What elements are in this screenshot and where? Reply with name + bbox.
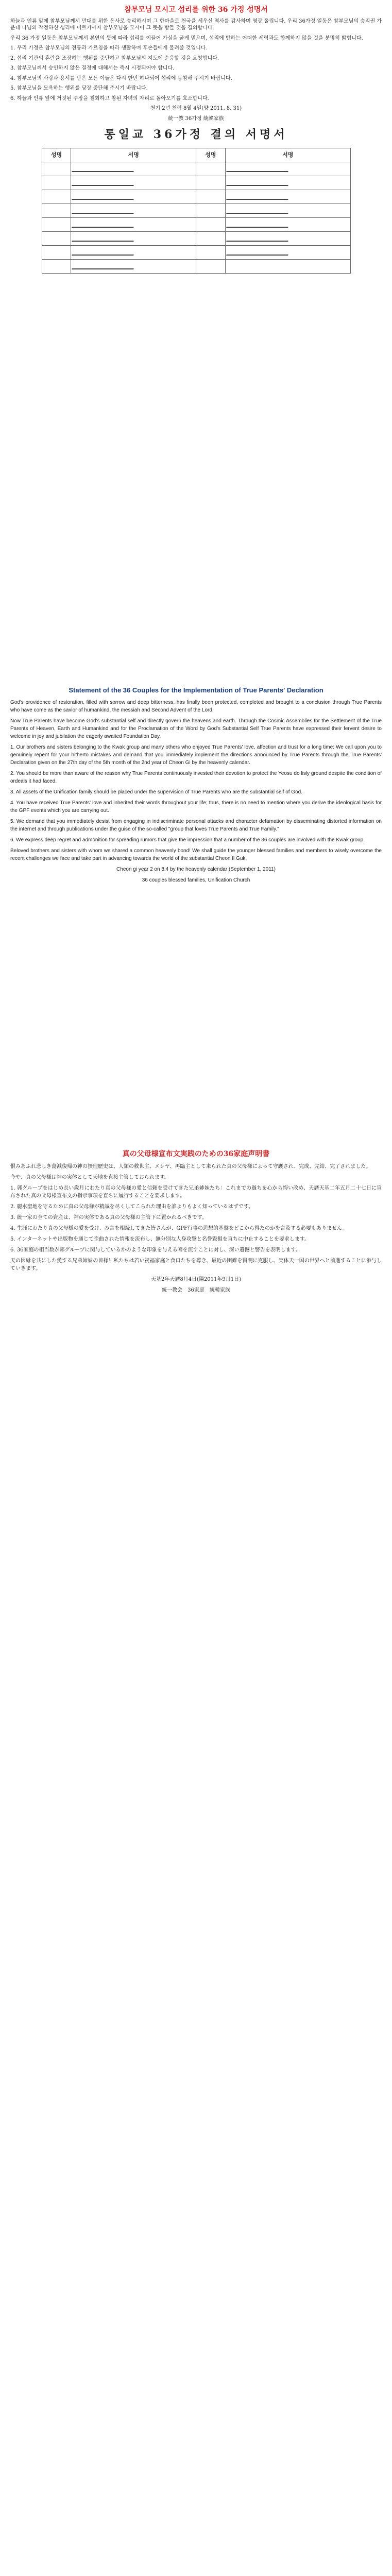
signature-row: [42, 218, 350, 232]
signature-scribble: [226, 164, 291, 172]
korean-title: 참부모님 모시고 섭리를 위한 36 가정 성명서: [124, 6, 268, 14]
english-statement: [10, 680, 382, 887]
signature-scribble: [72, 261, 137, 269]
handwritten-signature: [225, 260, 350, 274]
handwritten-signature: [225, 246, 350, 260]
japanese-statement: [10, 1144, 382, 1297]
english-paragraph: 2. You should be more than aware of the reason why True Parents continuously invested their devotion to protect the Yeosu do lisly ground despite the condition of ordeals it had faced.: [10, 770, 382, 784]
english-paragraph: God's providence of restoration, filled with sorrow and deep bitterness, has finally been protected, completed and brought to a conclusion through True Parents who have come as the savior of humankind, the messiah and Second Advent of the Lord.: [10, 699, 382, 713]
signature-table: [42, 148, 351, 274]
english-paragraph: 1. Our brothers and sisters belonging to the Kwak group and many others who enjoyed True Parents' love, affection and trust for a long time: We call upon you to genuinely repent for your hitherto mistakes and demand that you immediately implement the directions announced by True Parents through the True Parents' Declaration given on the 27th day of the 5th month of the 2nd year of Cheon Gi by the heavenly calendar.: [10, 744, 382, 766]
signature-row: [42, 204, 350, 218]
english-paragraph: 6. We express deep regret and admonition for spreading rumors that give the impression that a number of the 36 couples are involved with the Kwak group.: [10, 837, 365, 843]
handwritten-signature: [225, 190, 350, 204]
signer-name: [42, 162, 71, 176]
english-paragraph: Now True Parents have become God's substantial self and directly govern the heavens and earth. Through the Cosmic Assemblies for the Settlement of the True Parents of Heaven, Earth and Humankind and for the Proclamation of the Word by God's Substantial Self True Parents have expressed their fervent desire to welcome in joy and jubilation the eagerly awaited Foundation Day.: [10, 718, 382, 739]
english-paragraph: 5. We demand that you immediately desist from engaging in indiscriminate personal attacks and character defamation by disseminating distorted information on the internet and through publications under the guise of the so-called "group that loves True Parents and True Family.": [10, 818, 382, 832]
english-paragraph: Beloved brothers and sisters with whom we shared a common heavenly bond! We shall guide the younger blessed families and members to wisely overcome the recent challenges we face and take part in advancing towards the world of the substantial Cheon Il Guk.: [10, 848, 382, 861]
korean-paragraph: 3. 참부모님께서 승인하지 않은 결정에 대해서는 즉시 시정되어야 합니다.: [10, 65, 175, 72]
handwritten-signature: [225, 176, 350, 190]
english-title: Statement of the 36 Couples for the Implementation of True Parents' Declaration: [69, 686, 323, 694]
signature-scribble: [226, 219, 291, 228]
japanese-paragraph: 4. 生涯にわたり真の父母様の愛を受け、み言を相続してきた皆さんが、GPF行事の思想的基盤をどこから得たのかを言及する必要もありません。: [10, 1226, 348, 1231]
signature-scribble: [72, 247, 137, 256]
japanese-date: 天基2年天暦8月4日(陽2011年9月1日): [150, 1277, 242, 1282]
signature-row: [42, 162, 350, 176]
signer-name: [196, 204, 225, 218]
handwritten-signature: [225, 232, 350, 246]
signature-scribble: [226, 233, 291, 242]
handwritten-signature: [225, 204, 350, 218]
signature-scribble: [226, 192, 291, 200]
japanese-paragraph: 1. 郭グループをはじめ長い歳月にわたり真の父母様の愛と信頼を受けてきた兄弟姉妹たち：これまでの過ちを心から悔い改め、天暦天基二年五月二十七日に宣布された真の父母様宣布文の指示事項を直ちに履行することを要求します。: [10, 1185, 382, 1199]
signer-name: [42, 246, 71, 260]
handwritten-signature: [225, 218, 350, 232]
sign-header: 서명: [225, 148, 350, 162]
japanese-paragraph: 恨みあふれ悲しき蕩減復帰の神の摂理歴史は、人類の救世主、メシヤ、再臨主として来られた真の父母様によって守護され、完成、完結、完了されました。: [10, 1164, 371, 1170]
signature-row: [42, 260, 350, 274]
japanese-paragraph: 3. 統一家の全ての資産は、神の実体である真の父母様の主管下に置かれるべきです。: [10, 1215, 207, 1221]
korean-statement: [10, 0, 382, 670]
signer-name: [196, 260, 225, 274]
signer-name: [196, 176, 225, 190]
signer-name: [42, 176, 71, 190]
signature-scribble: [72, 233, 137, 242]
handwritten-signature: [71, 260, 196, 274]
korean-paragraph: 4. 참부모님의 사랑과 용서를 받은 모든 이들은 다시 한번 하나되어 섭리에 동참해 주시기 바랍니다.: [10, 75, 232, 81]
signature-scribble: [72, 178, 137, 186]
english-paragraph: 3. All assets of the Unification family should be placed under the supervision of True Parents who are the substantial self of God.: [10, 789, 302, 795]
japanese-paragraph: 2. 麗水聖地を守るために真の父母様が精誠を尽くしてこられた理由を誰よりもよく知っているはずです。: [10, 1204, 254, 1210]
korean-paragraph: 1. 우리 가정은 참부모님의 전통과 가르침을 따라 생활하며 후손들에게 물려줄 것입니다.: [10, 45, 208, 52]
signature-row: [42, 190, 350, 204]
name-header: 성명: [42, 148, 71, 162]
signature-scribble: [72, 164, 137, 172]
signer-name: [196, 232, 225, 246]
signer-name: [42, 232, 71, 246]
signature-scribble: [72, 219, 137, 228]
sign-header: 서명: [71, 148, 196, 162]
signer-name: [42, 190, 71, 204]
handwritten-signature: [71, 232, 196, 246]
signer-name: [42, 260, 71, 274]
signer-name: [42, 218, 71, 232]
signer-name: [42, 204, 71, 218]
handwritten-signature: [71, 190, 196, 204]
korean-signer: 統一教 36가정 統韓家族: [168, 115, 224, 122]
signature-scribble: [226, 178, 291, 186]
handwritten-signature: [71, 204, 196, 218]
signature-row: [42, 232, 350, 246]
japanese-paragraph: 天の因縁を共にした愛する兄弟姉妹の皆様！私たちは若い祝福家庭と食口たちを導き、最近の困難を賢明に克服し、実体天一国の世界へと前進することに参与していきます。: [10, 1258, 382, 1272]
english-paragraph: 4. You have received True Parents' love and inherited their words throughout your life; thus, there is no need to mention where you derive the ideological basis for the GPF events which you are carrying out.: [10, 800, 382, 814]
name-header: 성명: [196, 148, 225, 162]
english-signer: 36 couples blessed families, Unification Church: [142, 877, 250, 883]
handwritten-signature: [71, 218, 196, 232]
japanese-title: 真の父母様宣布文実践のための36家庭声明書: [122, 1150, 270, 1158]
signer-name: [196, 162, 225, 176]
signer-name: [196, 218, 225, 232]
handwritten-signature: [71, 162, 196, 176]
signature-scribble: [72, 192, 137, 200]
korean-paragraph: 5. 참부모님을 모욕하는 행위를 당장 중단해 주시기 바랍니다.: [10, 86, 148, 92]
korean-paragraph: 2. 섭리 기관의 혼란을 조장하는 행위를 중단하고 참부모님의 지도에 순응할 것을 요청합니다.: [10, 55, 219, 61]
korean-paragraph: 우리 36 가정 일동은 참부모님께서 본연의 뜻에 따라 섭리를 이끌어 가심을 굳게 믿으며, 섭리에 반하는 어떠한 세력과도 함께하지 않을 것을 분명히 밝힙니다.: [10, 35, 363, 41]
signer-name: [196, 190, 225, 204]
signature-sheet-title: 통일교 36가정 결의 서명서: [104, 128, 288, 142]
handwritten-signature: [71, 246, 196, 260]
japanese-paragraph: 6. 36家庭の相当数が郭グループに関与しているかのような印象を与える噂を流すことに対し、深い遺憾と警告を表明します。: [10, 1247, 301, 1253]
signature-row: [42, 246, 350, 260]
handwritten-signature: [71, 176, 196, 190]
signature-row: [42, 176, 350, 190]
english-date: Cheon gi year 2 on 8.4 by the heavenly calendar (September 1, 2011): [116, 866, 276, 872]
korean-paragraph: 6. 하늘과 인류 앞에 거짓된 주장을 철회하고 참된 자녀의 자리로 돌아오기를 호소합니다.: [10, 95, 209, 101]
handwritten-signature: [225, 162, 350, 176]
japanese-paragraph: 今や、真の父母様は神の実体として天地を直接主管しておられます。: [10, 1175, 169, 1180]
korean-paragraph: 하늘과 인류 앞에 참부모님께서 만대를 위한 은사로 승리하시며 그 한마을로 천국을 세우신 역사를 감사하며 영광 올립니다. 우리 36가정 일동은 참부모님의 승리권 가운데 나님의 작정하신 섭리에 이르기까지 참부모님을 모시어 그 뜻을 받들 것을 결의합니다.: [10, 18, 382, 31]
signature-scribble: [226, 206, 291, 214]
japanese-signer: 統一教会 36家庭 統韓家族: [162, 1287, 230, 1293]
signature-scribble: [226, 247, 291, 256]
japanese-paragraph: 5. インターネットや出版物を通じて歪曲された情報を流布し、無分別な人身攻撃と名誉毀損を直ちに中止することを要求します。: [10, 1236, 310, 1242]
signer-name: [196, 246, 225, 260]
korean-date: 천기 2년 천력 8월 4일(양 2011. 8. 31): [150, 106, 242, 112]
signature-scribble: [72, 206, 137, 214]
